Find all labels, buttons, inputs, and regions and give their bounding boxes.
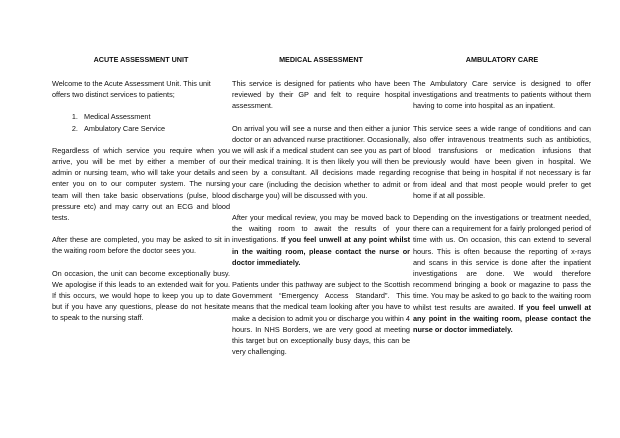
column-title: AMBULATORY CARE — [465, 55, 539, 64]
paragraph: The Ambulatory Care service is designed to offer investigations and treatments to patients without them having to come into hospital as an inpatient. — [413, 79, 591, 111]
paragraph: After these are completed, you may be asked to sit in the waiting room before the doctor sees you. — [52, 235, 230, 256]
column-acute-assessment-unit — [52, 55, 230, 335]
list-item: 2. Ambulatory Care Service — [80, 123, 230, 134]
paragraph-text: Depending on the investigations or treatment needed, there can a requirement for a fairly prolonged period of time with us. On occasion, this can extend to several hours. This is often because the reporting of x-rays and scans in this service is done after the inpatient investigations are done. We would therefore recommend bringing a book or magazine to pass the time. You may be asked to go back to the waiting room whilst test results are awaited. — [413, 213, 591, 312]
paragraph-text: After your medical review, you may be moved back to the waiting room to await the results of your investigations. — [232, 213, 410, 245]
paragraph: This service is designed for patients who have been reviewed by their GP and felt to require hospital assessment. — [232, 79, 410, 111]
paragraph — [413, 212, 591, 335]
paragraph — [232, 212, 410, 268]
paragraph: Regardless of which service you require when you arrive, you will be met by either a member of our admin or nursing team, who will take your details and enter you on to our computer system. The nursing team will then take basic observations (pulse, blood pressure etc) and may carry out an ECG and blood tests. — [52, 145, 230, 223]
services-list — [52, 111, 230, 133]
warning-text: If you feel unwell at any point in the waiting room, please contact the nurse or doctor immediately. — [413, 302, 592, 335]
intro-paragraph: Welcome to the Acute Assessment Unit. This unit offers two distinct services to patients; — [52, 79, 211, 100]
column-medical-assessment — [232, 55, 410, 368]
paragraph: On arrival you will see a nurse and then either a junior doctor or an advanced nurse practitioner. Occasionally, we will ask if a medical student can see you as part of their medical training. It is then likely you will then be seen by a consultant. All decisions made regarding your care (including the decision whether to admit or discharge you) will be discussed with you. — [232, 123, 410, 200]
column-title: ACUTE ASSESSMENT UNIT — [93, 55, 189, 64]
column-title: MEDICAL ASSESSMENT — [279, 55, 363, 64]
list-item: 1. Medical Assessment — [80, 111, 230, 122]
paragraph: On occasion, the unit can become exceptionally busy. We apologise if this leads to an extended wait for you. If this occurs, we would hope to keep you up to date but if you have any questions, please do not hesitate to speak to the nursing staff. — [52, 268, 230, 323]
column-ambulatory-care — [413, 55, 591, 346]
paragraph: Patients under this pathway are subject to the Scottish Government “Emergency Access Standard”. This means that the medical team looking after you have to make a decision to admit you or discharge you within 4 hours. In NHS Borders, we are very good at meeting this target but on exceptionally busy days, this can be very challenging. — [232, 280, 410, 357]
warning-text: If you feel unwell at any point whilst in the waiting room, please contact the nurse or doctor immediately. — [232, 235, 410, 267]
paragraph: This service sees a wide range of conditions and can also offer intravenous treatments such as antibiotics, blood transfusions or medication infusions that previously would have been given in hospital. We recognise that being in hospital if not necessary is far from ideal and that most people would prefer to get home if at all possible. — [413, 123, 591, 200]
